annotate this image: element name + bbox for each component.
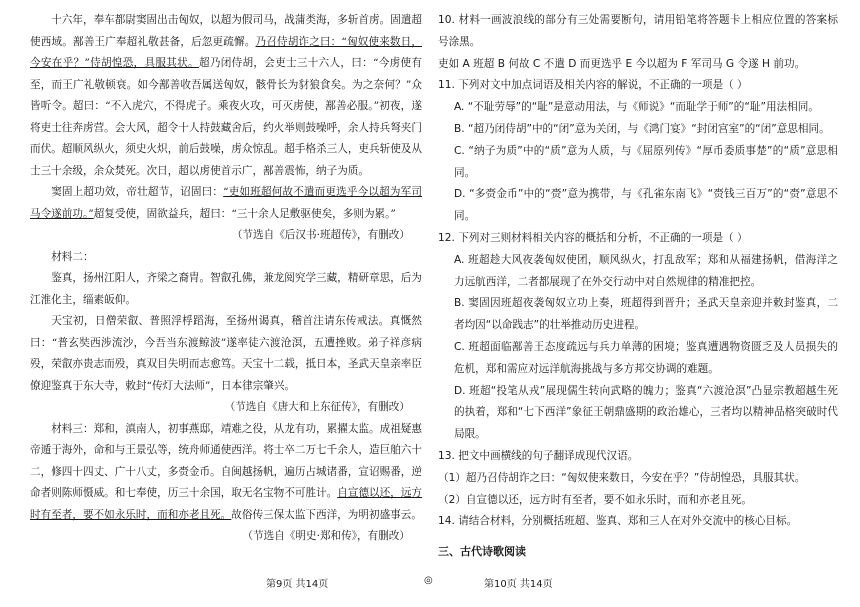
material3-source: （节选自《明史·郑和传》，有删改） xyxy=(242,530,410,542)
text: 窦固上超功效，帝壮超节，诏固曰： xyxy=(51,186,224,198)
question-13-2: （2）自宣德以还，远方时有至者，要不如永乐时，而和亦老且死。 xyxy=(438,493,752,506)
q11-option-d: D. “多赍金币”中的“赍”意为携带，与《孔雀东南飞》“赍钱三百万”的“赍”意思不同。 xyxy=(454,188,838,223)
underlined-sentence: 自宣德以还，远方时有至者，要不如永乐时，而和亦老且死。 xyxy=(30,487,423,521)
text: 超乃闭侍胡，会吏士三十六人，曰：“今虏使有至，而王广礼敬顿衰。如今鄯善收吾属送匈奴，骸骨长为豺狼食矣。为之奈何？”众皆听令。超曰：“不入虎穴，不得虎子。乘夜火攻，可灭虏使，鄯善必服。”初夜，遂将吏士往奔虏营。会大风，超令十人持鼓藏舍后，约火举则鼓噪呼，余人持兵弩夹门而伏。超顺风纵火，须史火炽，前后鼓噪，虏众惊乱。超手格杀三人，吏兵斩使及从士三十余级，余众焚死。次日，超以虏使首示广，鄯善震怖，纳子为质。 xyxy=(30,57,422,177)
q12-option-c: C. 班超面临鄯善王态度疏远与兵力单薄的困境；鉴真遭遇物资匮乏及人员损失的危机，郑和需应对远洋航海挑战与多方邦交协调的难题。 xyxy=(454,340,838,375)
material2-source: （节选自《唐大和上东征传》，有删改） xyxy=(224,401,410,413)
material2-title: 材料二： xyxy=(51,250,94,263)
question-11: 11. 下列对文中加点词语及相关内容的解说，不正确的一项是（ ） xyxy=(438,79,748,92)
question-12: 12. 下列对三则材料相关内容的概括和分析，不正确的一项是（ ） xyxy=(438,231,748,244)
material1-paragraph1 xyxy=(30,10,422,182)
question-13: 13. 把文中画横线的句子翻译成现代汉语。 xyxy=(438,449,639,462)
q12-option-a: A. 班超趁大风夜袭匈奴使团，顺风纵火，打乱敌军；郑和从福建扬帆，借海洋之力远航西洋，二者都展现了在外交行动中对自然规律的精准把控。 xyxy=(454,253,838,288)
question-10: 10. 材料一画波浪线的部分有三处需要断句，请用铅笔将答题卡上相应位置的答案标号涂黑。 xyxy=(438,14,838,48)
material1-source: （节选自《后汉书·班超传》，有删改） xyxy=(231,229,410,241)
page-number-left: 第9页 共14页 xyxy=(266,579,329,590)
material2-paragraph2: 天宝初，日僧荣叡、普照浮桴蹈海，至扬州谒真，稽首注请东传戒法。真慨然曰：“普玄奘西涉流沙，今吾当东渡鲸波”遂率徒六渡沧溟，五遭挫败。弟子祥彦病殁，荣叡亦贵志而殁，真双目失明而志愈笃。天宝十二载，抵日本，圣武天皇亲率臣僚迎鉴真于东大寺，敕封“传灯大法师”，日本律宗肇兴。 xyxy=(30,315,422,392)
question-14: 14. 请结合材料，分别概括班超、鉴真、郑和三人在对外交流中的核心目标。 xyxy=(438,515,798,528)
material2-paragraph1: 鉴真，扬州江阳人，齐梁之裔胄。智叡孔佛，兼龙阅究学三藏，精研章思，后为江淮化主，缁素皈仰。 xyxy=(30,272,422,306)
q12-option-b: B. 窦固因班超夜袭匈奴立功上奏，班超得到晋升；圣武天皇亲迎并敕封鉴真，二者均因“以命践志”的壮举推动历史进程。 xyxy=(454,297,838,332)
wavy-line-sentence: “吏如班超何故不遣而更选乎今以超为军司马令遂前功。” xyxy=(30,186,422,220)
q12-option-d: D. 班超“投笔从戎”展现儒生转向武略的魄力；鉴真“六渡沧溟”凸显宗教超越生死的执着，郑和“七下西洋”象征王朝鼎盛期的政治雄心，三者均以精神品格突破时代局限。 xyxy=(454,384,838,441)
question-13-1: （1）超乃召侍胡诈之曰：“匈奴使来数日，今安在乎？”侍胡惶恐，具服其状。 xyxy=(438,471,806,484)
question-10-sentence: 吏如 A 班超 B 何故 C 不遣 D 而更选乎 E 今以超为 F 军司马 G 令遂 H 前功。 xyxy=(438,57,806,70)
underlined-sentence: 乃召侍胡诈之曰：“匈奴使来数日，今安在乎？”侍胡惶恐，具服其状。 xyxy=(30,35,423,69)
right-page-column xyxy=(438,10,838,533)
text: 故俗传三保太监下西洋，为明初盛事云。 xyxy=(231,508,422,521)
material3-paragraph xyxy=(30,419,422,527)
left-page-column xyxy=(30,10,422,548)
material1-paragraph2 xyxy=(30,182,422,225)
text: 超复受使，固欲益兵，超曰：“三十余人足敷驱使矣，多则为累。” xyxy=(93,207,396,220)
q11-option-b: B. “超乃闭侍胡”中的“闭”意为关闭，与《鸿门宴》“封闭宫室”的“闭”意思相同。 xyxy=(454,122,830,135)
center-mark-icon: ◎ xyxy=(424,575,433,586)
page-number-right: 第10页 共14页 xyxy=(484,579,553,590)
text: 十六年，奉车都尉窦固出击匈奴，以超为假司马，战蒲类海，多斩首虏。固遣超使西域。鄯善王广奉超礼敬甚备，后忽更疏懈。 xyxy=(30,14,422,48)
text: 材料三：郑和，滇南人，初事燕邸，靖难之役，从龙有功，累擢太监。成祖疑惠帝遁于海外，命和与王景弘等，统舟师通使西洋。将士卒二万七千余人，造巨舶六十二，修四十四丈、广十八丈，多赍金币。自闽越扬帆，遍历占城诸番，宣诏赐番，逆命者则陈师慑威。和七奉使，历三十余国，取无名宝物不可胜计。 xyxy=(30,422,422,499)
section-heading: 三、古代诗歌阅读 xyxy=(438,545,526,558)
q11-option-a: A. “不耻劳辱”的“耻”是意动用法，与《师说》“而耻学于师”的“耻”用法相同。 xyxy=(454,101,819,114)
q11-option-c: C. “纳子为质”中的“质”意为人质，与《屈原列传》“厚币委质事楚”的“质”意思相同。 xyxy=(454,144,838,179)
